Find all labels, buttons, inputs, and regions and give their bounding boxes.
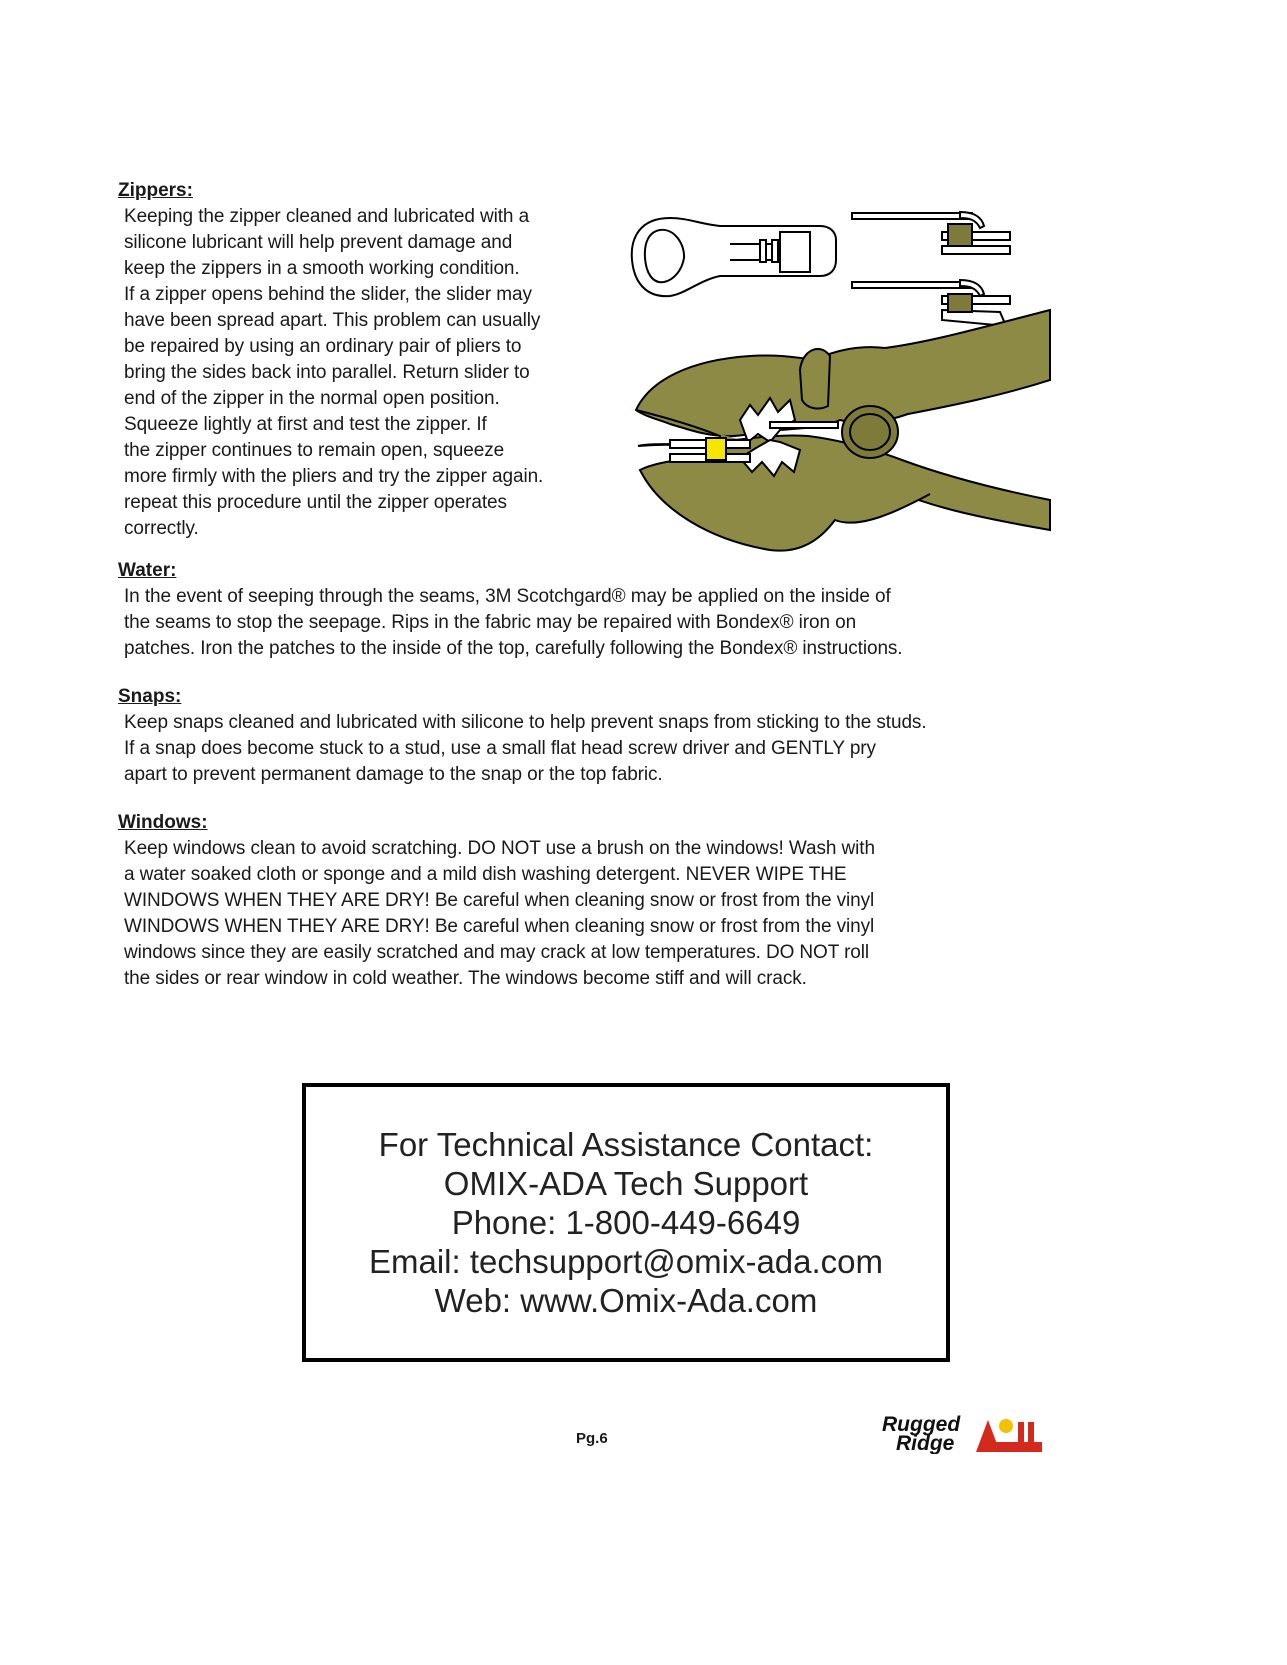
rugged-ridge-logo-icon [878,1412,1058,1454]
slider-parallel-icon [852,212,1010,254]
zipper-pull-tab-icon [632,218,836,296]
page-number: Pg.6 [576,1430,608,1447]
snaps-text [124,710,927,788]
text-line: more firmly with the pliers and try the zipper again. [124,466,544,487]
water-heading: Water: [118,560,177,581]
text-line: correctly. [124,518,199,539]
zippers-text [124,204,543,542]
text-line: Squeeze lightly at first and test the zipper. If [124,414,487,435]
text-line: the sides or rear window in cold weather. The windows become stiff and will crack. [124,968,807,989]
text-line: Keep snaps cleaned and lubricated with silicone to help prevent snaps from sticking to the studs. [124,712,927,733]
text-line: Keep windows clean to avoid scratching. DO NOT use a brush on the windows! Wash with [124,838,875,859]
text-line: silicone lubricant will help prevent damage and [124,232,513,253]
contact-title: For Technical Assistance Contact: [378,1126,874,1163]
slider-spread-icon [852,280,1010,326]
contact-web[interactable]: Web: www.Omix-Ada.com [434,1282,818,1319]
contact-company: OMIX-ADA Tech Support [443,1165,809,1202]
zippers-heading: Zippers: [118,180,193,201]
pliers-icon [636,310,1050,551]
text-line: repeat this procedure until the zipper operates [124,492,507,513]
zipper-pliers-illustration [630,210,1070,570]
text-line: bring the sides back into parallel. Return slider to [124,362,530,383]
contact-email[interactable]: Email: techsupport@omix-ada.com [368,1243,884,1280]
text-line: If a snap does become stuck to a stud, use a small flat head screw driver and GENTLY pry [124,738,876,759]
svg-text:Ridge: Ridge [896,1432,955,1454]
text-line: keep the zippers in a smooth working condition. [124,258,520,279]
text-line: end of the zipper in the normal open position. [124,388,500,409]
text-line: WINDOWS WHEN THEY ARE DRY! Be careful when cleaning snow or frost from the vinyl [124,916,875,937]
snaps-heading: Snaps: [118,686,182,707]
text-line: If a zipper opens behind the slider, the slider may [124,284,532,305]
text-line: be repaired by using an ordinary pair of pliers to [124,336,522,357]
svg-text:Rugged: Rugged [882,1413,961,1436]
text-line: WINDOWS WHEN THEY ARE DRY! Be careful when cleaning snow or frost from the vinyl [124,890,875,911]
text-line: windows since they are easily scratched and may crack at low temperatures. DO NOT roll [124,942,870,963]
text-line: the seams to stop the seepage. Rips in the fabric may be repaired with Bondex® iron on [124,612,857,633]
text-line: the zipper continues to remain open, squeeze [124,440,505,461]
text-line: apart to prevent permanent damage to the snap or the top fabric. [124,764,663,785]
windows-heading: Windows: [118,812,208,833]
water-text [124,584,903,662]
text-line: patches. Iron the patches to the inside of the top, carefully following the Bondex® instructions. [124,638,903,659]
text-line: have been spread apart. This problem can usually [124,310,541,331]
text-line: a water soaked cloth or sponge and a mild dish washing detergent. NEVER WIPE THE [124,864,847,885]
text-line: In the event of seeping through the seams, 3M Scotchgard® may be applied on the inside of [124,586,891,607]
contact-phone: Phone: 1-800-449-6649 [451,1204,801,1241]
windows-text [124,836,875,992]
text-line: Keeping the zipper cleaned and lubricated with a [124,206,530,227]
tech-support-contact-box [302,1083,950,1362]
